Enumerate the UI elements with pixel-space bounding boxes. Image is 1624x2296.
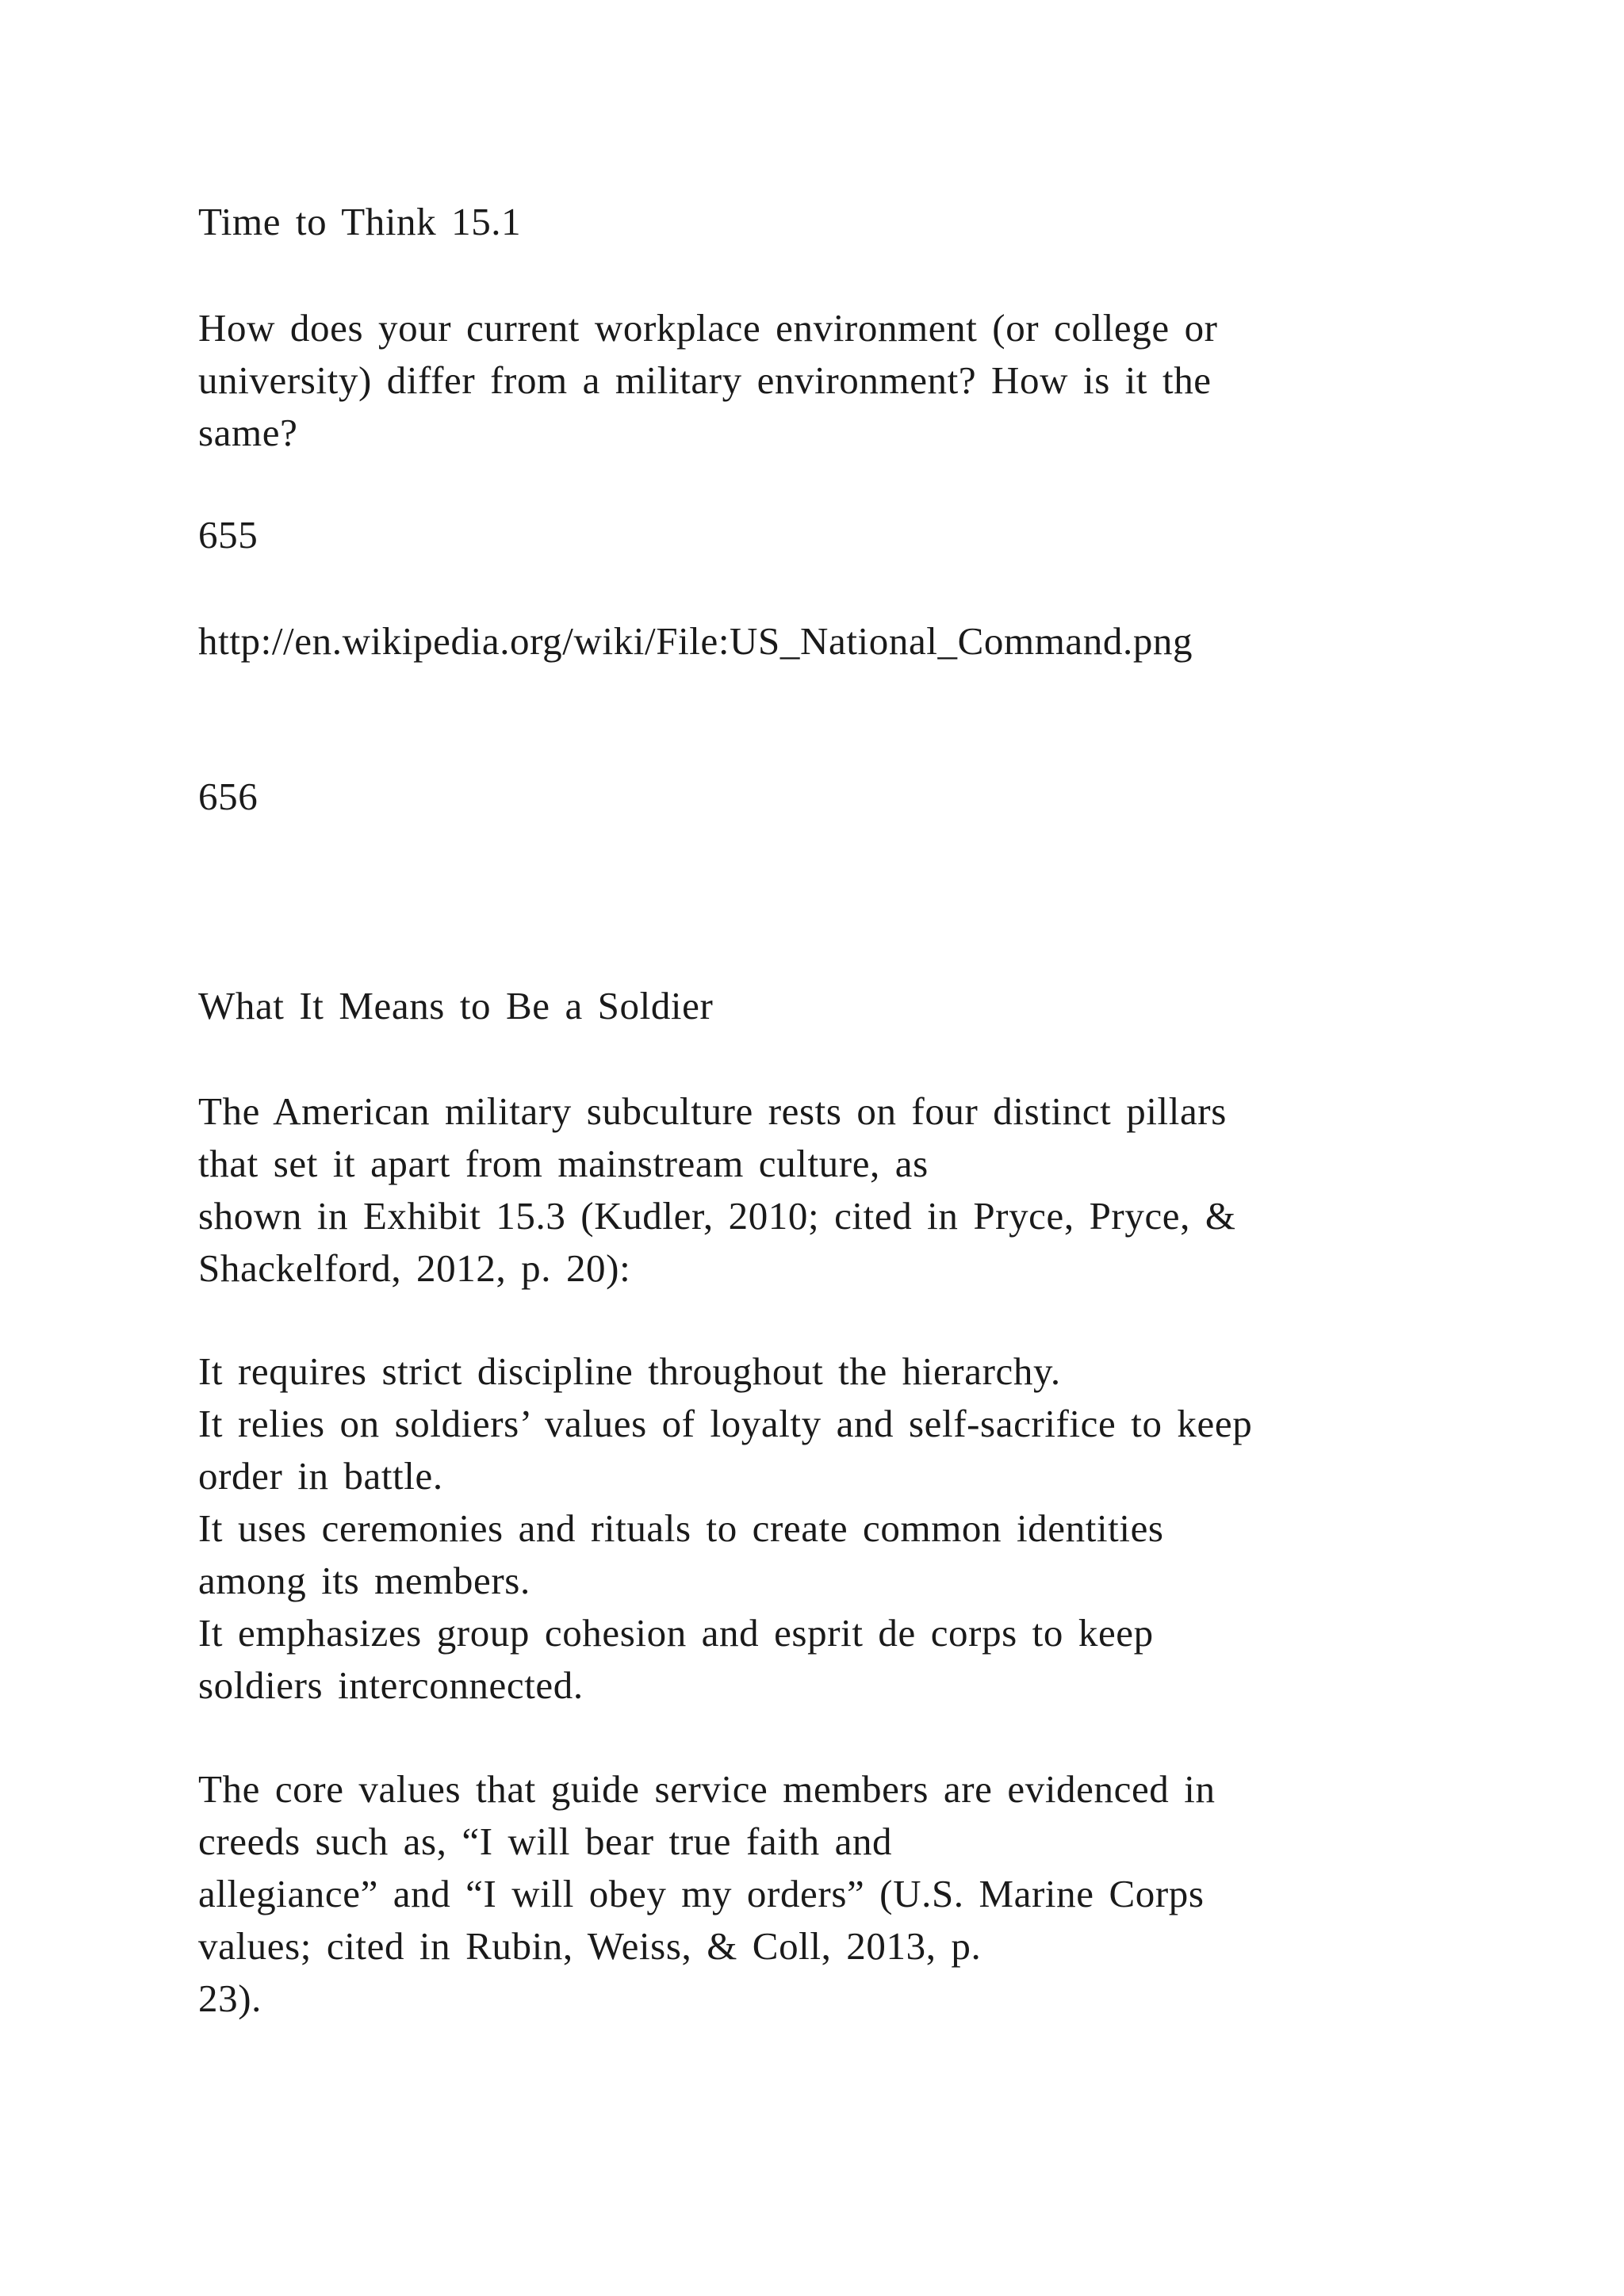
- document-page: [198, 0, 1586, 2296]
- core-values-line: values; cited in Rubin, Weiss, & Coll, 2013, p.: [198, 1924, 982, 1968]
- intro-line: shown in Exhibit 15.3 (Kudler, 2010; cited in Pryce, Pryce, &: [198, 1194, 1236, 1238]
- pillar-line: It emphasizes group cohesion and esprit de corps to keep: [198, 1611, 1154, 1655]
- core-values-line: 23).: [198, 1976, 262, 2020]
- time-to-think-heading: Time to Think 15.1: [198, 200, 522, 243]
- page-number: 655: [198, 513, 259, 557]
- core-values-line: The core values that guide service members are evidenced in: [198, 1767, 1216, 1811]
- intro-line: The American military subculture rests on four distinct pillars: [198, 1089, 1227, 1133]
- pillar-line: It relies on soldiers’ values of loyalty and self-sacrifice to keep: [198, 1402, 1253, 1445]
- question-line: same?: [198, 411, 298, 454]
- source-url: http://en.wikipedia.org/wiki/File:US_National_Command.png: [198, 619, 1193, 663]
- pillar-line: among its members.: [198, 1559, 530, 1602]
- pillar-line: soldiers interconnected.: [198, 1663, 584, 1707]
- page-number: 656: [198, 775, 259, 818]
- pillar-line: It uses ceremonies and rituals to create common identities: [198, 1506, 1164, 1550]
- question-line: university) differ from a military environment? How is it the: [198, 358, 1212, 402]
- pillar-line: order in battle.: [198, 1454, 443, 1498]
- pillar-line: It requires strict discipline throughout the hierarchy.: [198, 1349, 1061, 1393]
- question-line: How does your current workplace environment (or college or: [198, 306, 1218, 350]
- intro-line: that set it apart from mainstream culture, as: [198, 1142, 929, 1185]
- core-values-line: creeds such as, “I will bear true faith and: [198, 1820, 893, 1863]
- core-values-line: allegiance” and “I will obey my orders” (U.S. Marine Corps: [198, 1872, 1205, 1915]
- intro-line: Shackelford, 2012, p. 20):: [198, 1246, 631, 1290]
- section-heading: What It Means to Be a Soldier: [198, 984, 714, 1027]
